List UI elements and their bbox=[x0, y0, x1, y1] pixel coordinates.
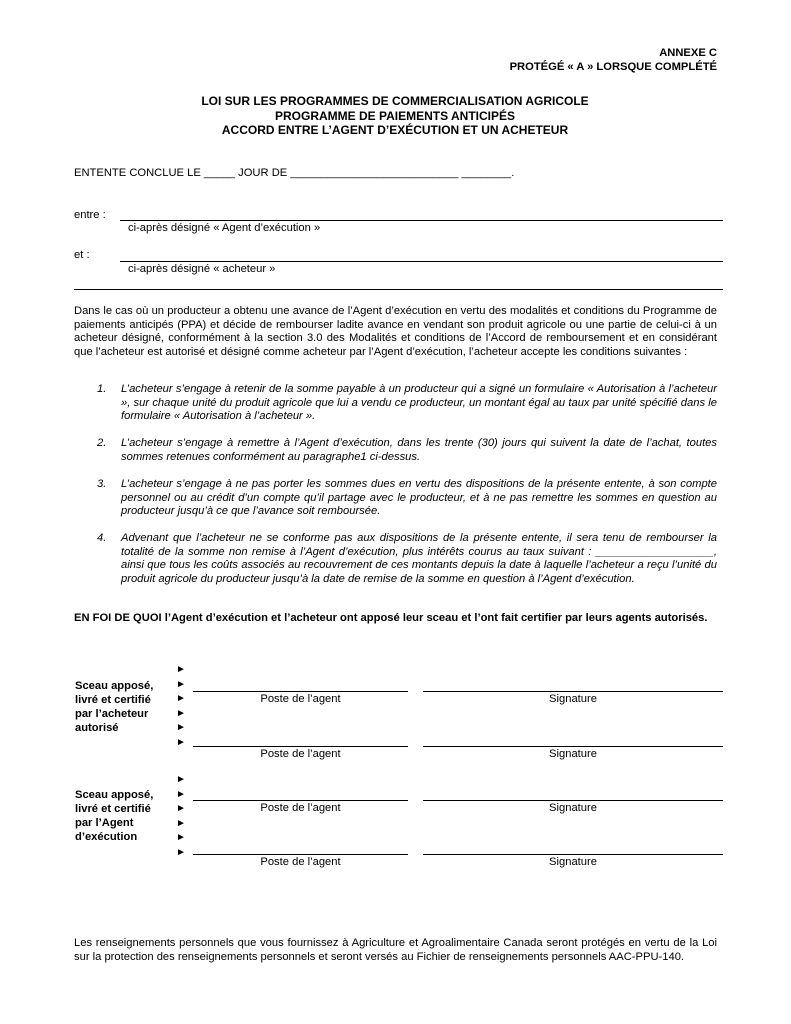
signature-caption: Signature bbox=[549, 693, 597, 705]
position-line[interactable] bbox=[193, 746, 408, 747]
signature-line[interactable] bbox=[423, 800, 723, 801]
in-witness-clause: EN FOI DE QUOI l’Agent d’exécution et l’acheteur ont apposé leur sceau et l’ont fait certifier par leurs agents autorisés. bbox=[74, 612, 708, 624]
condition-item bbox=[97, 383, 717, 424]
buyer-designation: ci-après désigné « acheteur » bbox=[128, 263, 276, 275]
condition-text: L’acheteur s’engage à retenir de la somme payable à un producteur qui a signé un formulaire « Autorisation à l’acheteur », sur chaque unité du produit agricole que lui a vendu ce producteur, un montant égal au taux par unité spécifié dans le formulaire « Autorisation à l’acheteur ». bbox=[121, 383, 717, 422]
condition-text: L’acheteur s’engage à remettre à l’Agent d’exécution, dans les trente (30) jours qui suivent la date de l’achat, toutes sommes retenues conformément au paragraphe1 ci-dessus. bbox=[121, 437, 717, 463]
between-label: entre : bbox=[74, 209, 106, 221]
position-line[interactable] bbox=[193, 691, 408, 692]
title-line-3: ACCORD ENTRE L’AGENT D’EXÉCUTION ET UN ACHETEUR bbox=[221, 123, 569, 137]
signature-caption: Signature bbox=[549, 748, 597, 760]
agent-name-line[interactable] bbox=[120, 220, 723, 221]
buyer-seal-arrows bbox=[176, 663, 186, 750]
agent-designation: ci-après désigné « Agent d’exécution » bbox=[128, 222, 321, 234]
condition-number: 1. bbox=[97, 383, 107, 395]
arrow-right-icon: ► bbox=[176, 817, 186, 829]
intro-paragraph: Dans le cas où un producteur a obtenu une avance de l’Agent d’exécution en vertu des modalités et conditions du Programme de paiements anticipés (PPA) et décide de rembourser ladite avance en vendant son produit agricole ou une partie de celui-ci à un acheteur désigné, conformément à la section 3.0 des Modalités et conditions de l’Accord de remboursement et en considérant que l’acheteur est autorisé et désigné comme acheteur par l’Agent d’exécution, l’acheteur accepte les conditions suivantes : bbox=[74, 305, 717, 358]
seal-label-line: livré et certifié bbox=[75, 694, 151, 706]
signature-caption: Signature bbox=[549, 856, 597, 868]
section-divider bbox=[74, 289, 723, 290]
seal-label-line: Sceau apposé, bbox=[75, 680, 154, 692]
position-line[interactable] bbox=[193, 854, 408, 855]
buyer-seal-label bbox=[75, 679, 153, 735]
position-line[interactable] bbox=[193, 800, 408, 801]
seal-label-line: d’exécution bbox=[75, 831, 138, 843]
and-label: et : bbox=[74, 249, 90, 261]
signature-line[interactable] bbox=[423, 854, 723, 855]
agreement-date-line: ENTENTE CONCLUE LE _____ JOUR DE ___________________________ ________. bbox=[74, 167, 515, 179]
protected-label: PROTÉGÉ « A » LORSQUE COMPLÉTÉ bbox=[509, 61, 717, 73]
arrow-right-icon: ► bbox=[176, 664, 186, 675]
condition-text: L’acheteur s’engage à ne pas porter les sommes dues en vertu des dispositions de la présente entente, à son compte personnel ou au crédit d’un compte qu’il partage avec le producteur, et à ne pas remettre les sommes en question au producteur jusqu’à ce que l’avance soit remboursée. bbox=[121, 478, 717, 517]
signature-line[interactable] bbox=[423, 746, 723, 747]
arrow-right-icon: ► bbox=[176, 736, 186, 748]
seal-label-line: autorisé bbox=[75, 722, 119, 734]
agent-seal-label bbox=[75, 788, 153, 844]
document-header bbox=[510, 46, 717, 74]
arrow-right-icon: ► bbox=[176, 803, 186, 814]
arrow-right-icon: ► bbox=[176, 707, 186, 719]
position-caption: Poste de l’agent bbox=[260, 856, 341, 868]
annex-label: ANNEXE C bbox=[659, 47, 717, 59]
position-caption: Poste de l’agent bbox=[260, 748, 341, 760]
seal-label-line: livré et certifié bbox=[75, 803, 151, 815]
position-caption: Poste de l’agent bbox=[260, 802, 341, 814]
seal-label-line: par l’Agent bbox=[75, 817, 134, 829]
seal-label-line: par l’acheteur bbox=[75, 708, 149, 720]
arrow-right-icon: ► bbox=[176, 678, 186, 690]
privacy-notice: Les renseignements personnels que vous fournissez à Agriculture et Agroalimentaire Canada seront protégés en vertu de la Loi sur la protection des renseignements personnels et seront versés au Fichier de renseignements personnels AAC-PPU-140. bbox=[74, 937, 717, 963]
condition-item bbox=[97, 437, 717, 464]
arrow-right-icon: ► bbox=[176, 693, 186, 704]
arrow-right-icon: ► bbox=[176, 722, 186, 733]
condition-text: Advenant que l’acheteur ne se conforme pas aux dispositions de la présente entente, il sera tenu de rembourser la totalité de la somme non remise à l’Agent d’exécution, plus intérêts courus au taux suivant : ___________________, ainsi que tous les coûts associés au recouvrement de ces montants depuis la date à laquelle l’acheteur a reçu l’unité du produit agricole du producteur jusqu’à la date de remise de la somme en question à l’Agent d’exécution. bbox=[121, 532, 717, 585]
arrow-right-icon: ► bbox=[176, 846, 186, 858]
title-line-2: PROGRAMME DE PAIEMENTS ANTICIPÉS bbox=[274, 108, 516, 123]
condition-number: 3. bbox=[97, 478, 107, 490]
condition-number: 2. bbox=[97, 437, 107, 449]
position-caption: Poste de l’agent bbox=[260, 693, 341, 705]
seal-label-line: Sceau apposé, bbox=[75, 789, 154, 801]
signature-line[interactable] bbox=[423, 691, 723, 692]
arrow-right-icon: ► bbox=[176, 774, 186, 785]
condition-number: 4. bbox=[97, 532, 107, 544]
document-title bbox=[74, 94, 716, 138]
title-line-1: LOI SUR LES PROGRAMMES DE COMMERCIALISATION AGRICOLE bbox=[201, 94, 589, 108]
condition-item bbox=[97, 478, 717, 519]
signature-caption: Signature bbox=[549, 802, 597, 814]
arrow-right-icon: ► bbox=[176, 832, 186, 843]
arrow-right-icon: ► bbox=[176, 788, 186, 800]
buyer-name-line[interactable] bbox=[120, 261, 723, 262]
agent-seal-arrows bbox=[176, 773, 186, 860]
condition-item bbox=[97, 532, 717, 586]
